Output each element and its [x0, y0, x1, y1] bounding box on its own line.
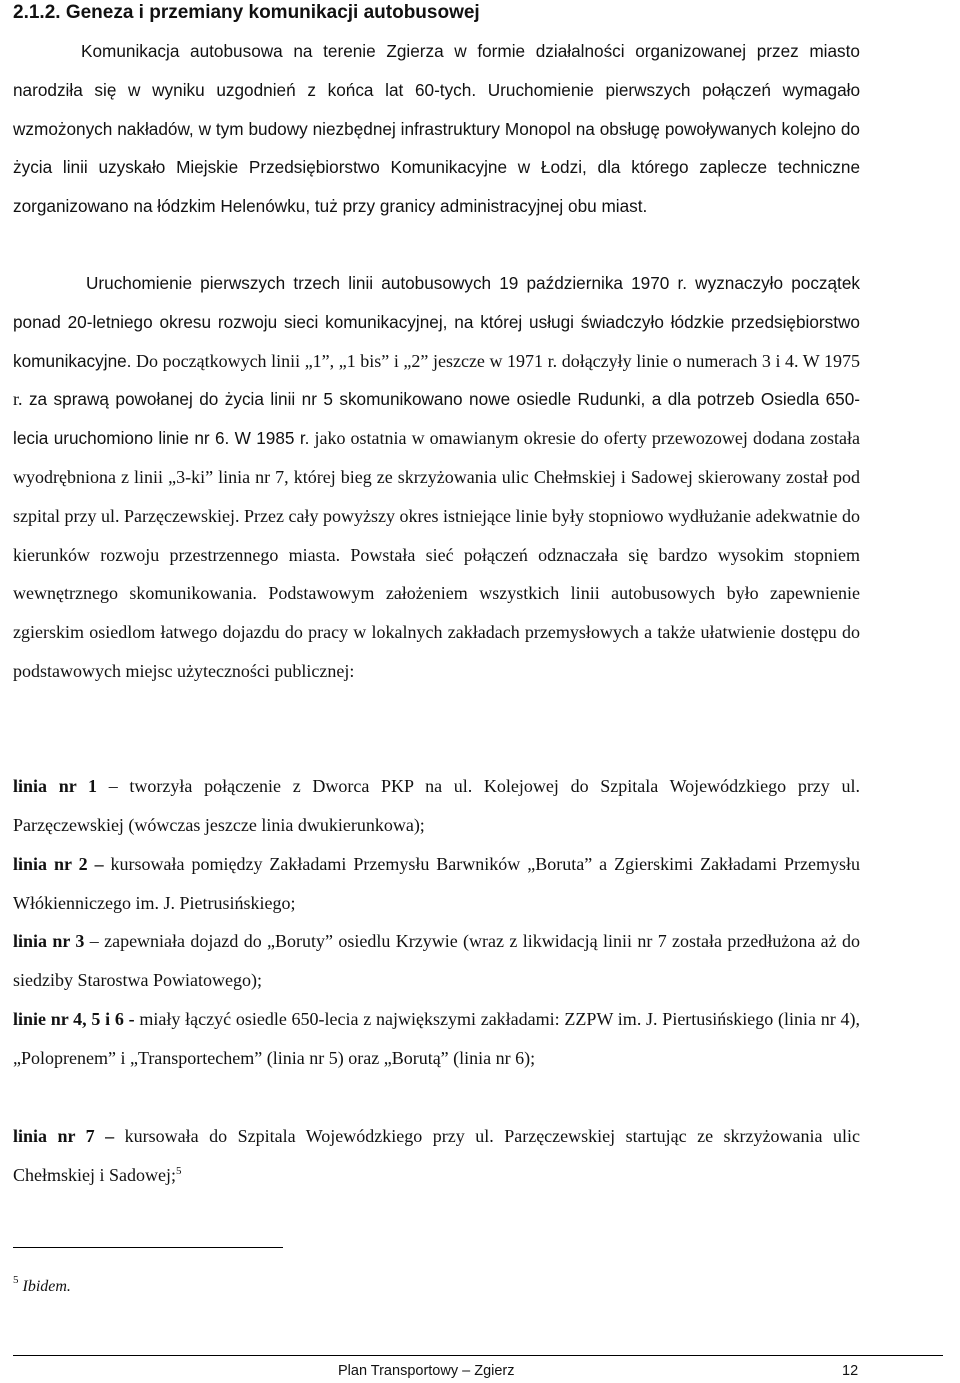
line-item-7	[13, 1117, 860, 1195]
line-label-2: linia nr 2 –	[13, 854, 104, 874]
section-heading: 2.1.2. Geneza i przemiany komunikacji autobusowej	[13, 2, 480, 23]
history-text-c: za sprawą powołanej do życia linii nr 5 skomunikowano nowe osiedle Rudunki, a dla potrzeb Osiedla 650-lecia uruchomiono linie nr 6. W 1985 r.	[13, 389, 860, 449]
history-text-b: Do początkowych linii „1”, „1 bis” i „2” jeszcze w 1971 r. dołączyły linie o numerach 3 i 4. W 1975 r.	[13, 350, 860, 410]
history-text-d: jako ostatnia w omawianym okresie do oferty przewozowej dodana została wyodrębniona z linii „3-ki” linia nr 7, której bieg ze skrzyżowania ulic Chełmskiej i Sadowej skierowany został pod szpital przy ul. Parzęczewskiej.	[13, 428, 860, 526]
footer-divider	[13, 1355, 943, 1356]
line-desc-1: – tworzyła połączenie z Dworca PKP na ul. Kolejowej do Szpitala Wojewódzkiego przy ul. Parzęczewskiej (wówczas jeszcze linia dwukierunkowa);	[13, 776, 860, 835]
footer-title: Plan Transportowy – Zgierz	[338, 1363, 515, 1379]
footnote-number: 5	[13, 1274, 19, 1286]
footnote-text: Ibidem.	[22, 1278, 71, 1295]
line-desc-4-5-6: miały łączyć osiedle 650-lecia z największymi zakładami: ZZPW im. J. Piertusińskiego (linia nr 4), „Poloprenem” i „Transportechem” (linia nr 5) oraz „Borutą” (linia nr 6);	[13, 1009, 860, 1068]
line-item-2	[13, 845, 860, 923]
history-text-a: Uruchomienie pierwszych trzech linii autobusowych 19 października 1970 r. wyznaczyło początek ponad 20-letniego okresu rozwoju sieci komunikacyjnej, na której usługi świadczyło łódzkie przedsiębiorstwo komunikacyjne.	[13, 273, 860, 371]
history-text-f: Podstawowym założeniem wszystkich linii autobusowych było zapewnienie zgierskim osiedlom łatwego dojazdu do pracy w lokalnych zakładach przemysłowych a także ułatwienie dostępu do podstawowych miejsc użyteczności publicznej:	[13, 583, 860, 681]
footnote-ref[interactable]: 5	[175, 1164, 182, 1177]
line-desc-7: kursowała do Szpitala Wojewódzkiego przy ul. Parzęczewskiej startując ze skrzyżowania ulic Chełmskiej i Sadowej;	[13, 1126, 860, 1185]
line-desc-3: – zapewniała dojazd do „Boruty” osiedlu Krzywie (wraz z likwidacją linii nr 7 została przedłużona aż do siedziby Starostwa Powiatowego);	[13, 931, 860, 990]
line-item-1	[13, 767, 860, 845]
page-number: 12	[842, 1363, 859, 1379]
history-text-e: Przez cały powyższy okres istniejące linie były stopniowo wydłużanie adekwatnie do kierunków rozwoju przestrzennego miasta. Powstała sieć połączeń odznaczała się bardzo wysokim stopniem wewnętrznego skomunikowania.	[13, 505, 860, 604]
line-desc-2: kursowała pomiędzy Zakładami Przemysłu Barwników „Boruta” a Zgierskimi Zakładami Przemysłu Włókienniczego im. J. Pietrusińskiego;	[13, 854, 860, 913]
line-item-3	[13, 922, 860, 1000]
history-paragraph	[13, 264, 860, 691]
line-label-4-5-6: linie nr 4, 5 i 6 -	[13, 1009, 135, 1029]
intro-paragraph	[13, 32, 860, 226]
footnote	[13, 1275, 71, 1299]
intro-text: Komunikacja autobusowa na terenie Zgierza w formie działalności organizowanej przez miasto narodziła się w wyniku uzgodnień z końca lat 60-tych. Uruchomienie pierwszych połączeń wymagało wzmożonych nakładów, w tym budowy niezbędnej infrastruktury Monopol na obsługę powoływanych kolejno do życia linii uzyskało Miejskie Przedsiębiorstwo Komunikacyjne w Łodzi, dla którego zaplecze techniczne zorganizowano na łódzkim Helenówku, tuż przy granicy administracyjnej obu miast.	[13, 41, 860, 217]
footnote-divider	[13, 1247, 283, 1248]
line-label-7: linia nr 7 –	[13, 1126, 115, 1146]
line-label-1: linia nr 1	[13, 776, 98, 796]
line-label-3: linia nr 3	[13, 931, 85, 951]
line-item-4-5-6	[13, 1000, 860, 1078]
